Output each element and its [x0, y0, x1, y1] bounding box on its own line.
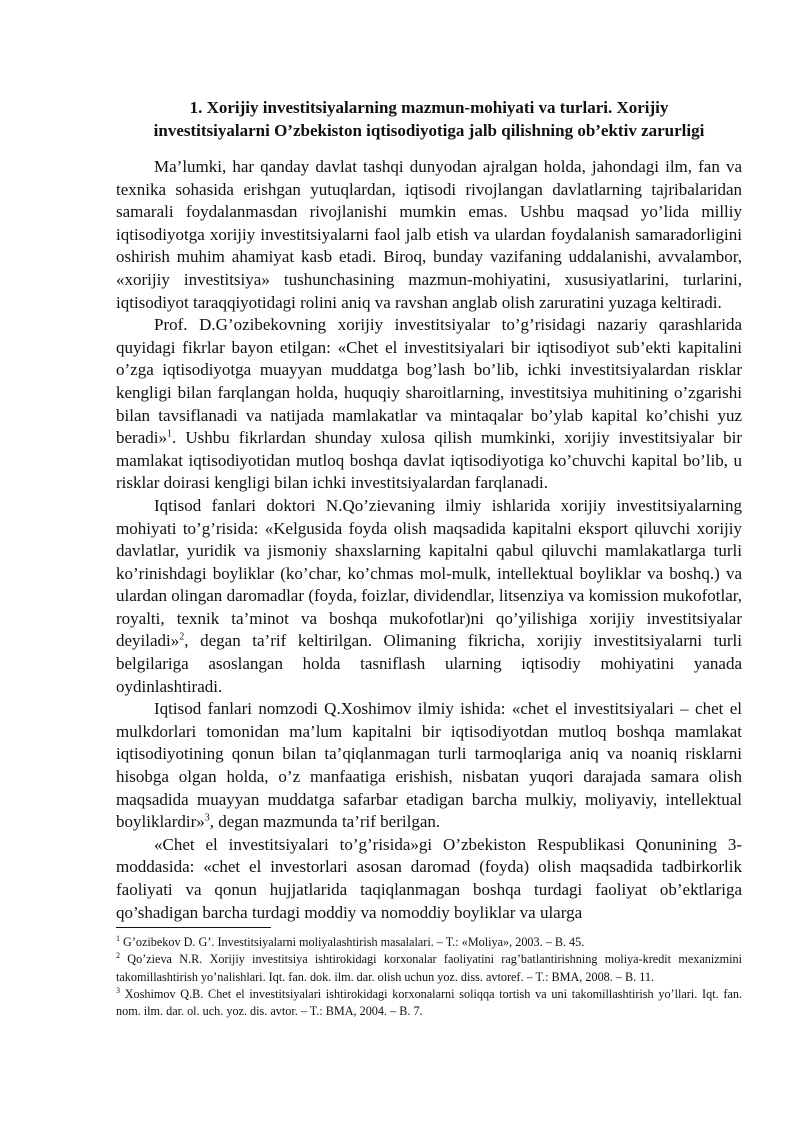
paragraph-2: Prof. D.G’ozibekovning xorijiy investitsiyalar to’g’risidagi nazariy qarashlarida quyidagi fikrlar bayon etilgan: «Chet el investitsiyalari bir iqtisodiyot sub’ekti kapitalini o’zga iqtisodiyotga muayyan muddatga bog’lash bo’lib, ichki investitsiyalardan risklar kengligi bilan farqlangan holda, huquqiy sharoitlarning, investitsiya muhitining o’zgarishi bilan tavsiflanadi va natijada mamlakatlar va mintaqalar bo’ylab kapital ko’chishi yuz beradi»$^1$. Ushbu fikrlardan shunday xulosa qilish mumkinki, xorijiy investitsiyalar bir mamlakat iqtisodiyotidan mutloq boshqa davlat iqtisodiyotiga ko’chuvchi kapital bo’lib, u risklar doirasi kengligi bilan ichki investitsiyalardan farqlanadi. [116, 315, 742, 493]
footnote-ref-2: 2 [179, 631, 185, 643]
document-page [116, 96, 742, 1020]
footnote-3: $^3$ Xoshimov Q.B. Chet el investitsiyalari ishtirokidagi korxonalarni soliqqa tortish va uni takomillashtirish yo’llari. Iqt. fan. nom. ilm. dar. ol. uch. yoz. dis. avtor. – T.: BMA, 2004. – B. 7. [116, 985, 742, 1018]
paragraph-5: «Chet el investitsiyalari to’g’risida»gi O’zbekiston Respublikasi Qonunining 3-moddasida: «chet el investorlari asosan daromad (foyda) olish maqsadida tadbirkorlik faoliyati va qonun hujjatlarida taqiqlanmagan boshqa turdagi faoliyat ob’ektlariga qo’shadigan barcha turdagi moddiy va nomoddiy boyliklar va ularga [116, 834, 742, 922]
heading-line-2: investitsiyalarni O’zbekiston iqtisodiyotiga jalb qilishning ob’ektiv zarurligi [153, 121, 705, 140]
section-heading [116, 96, 742, 142]
footnote-ref-1: 1 [166, 428, 172, 440]
footnote-2: $^2$ Qo’zieva N.R. Xorijiy investitsiya ishtirokidagi korxonalar faoliyatini rag’batlantirishning moliya-kredit mexanizmini takomillashtirish yo’nalishlari. Iqt. fan. dok. ilm. dar. olish uchun yoz. diss. avtoref. – T.: BMA, 2008. – B. 11. [116, 951, 742, 984]
footnote-1: $^1$ G’ozibekov D. G’. Investitsiyalarni moliyalashtirish masalalari. – T.: «Moliya», 2003. – B. 45. [116, 934, 585, 950]
paragraph-3: Iqtisod fanlari doktori N.Qo’zievaning ilmiy ishlarida xorijiy investitsiyalarning mohiyati to’g’risida: «Kelgusida foyda olish maqsadida kapitalni eksport qiluvchi xorijiy davlatlar, yuridik va jismoniy shaxslarning kapitalni qabul qiluvchi mamlakatlarga turli ko’rinishdagi boyliklar (ko’char, ko’chmas mol-mulk, intellektual boyliklar va boshq.) va ulardan olingan daromadlar (foyda, foizlar, dividendlar, litsenziya va komission mukofotlar, royalti, texnik ta’minot va boshqa mukofotlar)ni qo’yilishiga xorijiy investitsiyalar deyiladi»$^2$, degan ta’rif keltirilgan. Olimaning fikricha, xorijiy investitsiyalarni turli belgilariga asoslangan holda tasniflash ularning iqtisodiy mohiyatini yanada oydinlashtiradi. [116, 495, 742, 696]
footnote-ref-3: 3 [204, 812, 210, 824]
heading-line-1: 1. Xorijiy investitsiyalarning mazmun-mohiyati va turlari. Xorijiy [189, 98, 669, 117]
paragraph-4: Iqtisod fanlari nomzodi Q.Xoshimov ilmiy ishida: «chet el investitsiyalari – chet el mulkdorlari tomonidan ma’lum kapitalni bir iqtisodiyotdan mutloq boshqa mamlakat iqtisodiyotining qonun bilan ta’qiqlanmagan turli tarmoqlariga aniq va noaniq risklarni hisobga olgan holda, o’z manfaatiga erishish, nisbatan yuqori darajada samara olish maqsadida muayyan muddatga safarbar etadigan barcha mulkiy, moliyaviy, intellektual boyliklardir»$^3$, degan mazmunda ta’rif berilgan. [116, 699, 742, 832]
paragraph-1: Ma’lumki, har qanday davlat tashqi dunyodan ajralgan holda, jahondagi ilm, fan va texnika sohasida erishgan yutuqlardan, iqtisodi rivojlangan davlatlarning tajribalaridan samarali foydalanmasdan rivojlanishi mumkin emas. Ushbu maqsad yo’lida milliy iqtisodiyotga xorijiy investitsiyalarni faol jalb etish va ulardan foydalanish samaradorligini oshirish muhim ahamiyat kasb etadi. Biroq, bunday vazifaning uddalanishi, avvalambor, «xorijiy investitsiya» tushunchasining mazmun-mohiyatini, xususiyatlarini, turlarini, iqtisodiyot taraqqiyotidagi rolini aniq va ravshan anglab olish zaruratini yuzaga keltiradi. [116, 157, 742, 312]
footnote-divider [116, 927, 271, 928]
